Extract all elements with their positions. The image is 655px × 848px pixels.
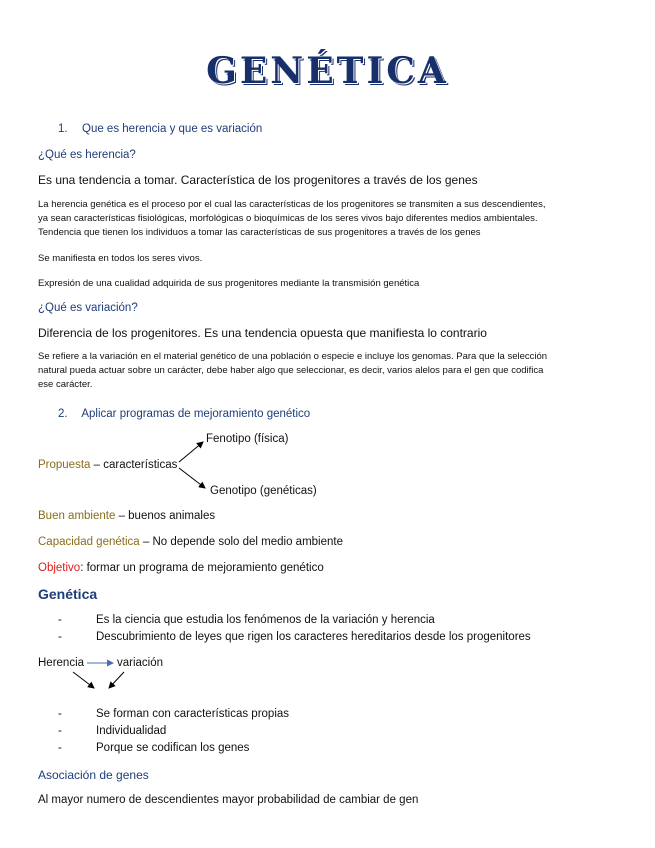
fenotipo-label: Fenotipo (física) xyxy=(206,433,289,445)
arrow-to-fenotipo xyxy=(179,442,203,462)
arrow-herencia-down xyxy=(73,672,94,688)
buen-ambiente-line xyxy=(38,510,215,522)
paragraph-variacion-line-3: ese carácter. xyxy=(38,379,93,390)
genetica-subbullet-1-text: Se forman con características propias xyxy=(96,708,290,720)
buen-ambiente-label: Buen ambiente xyxy=(38,510,116,522)
genetica-bullet-2: - Descubrimiento de leyes que rigen los caracteres hereditarios desde los progenitores xyxy=(58,631,531,643)
genetica-subbullet-2: - Individualidad xyxy=(58,725,167,737)
arrow-variacion-down xyxy=(109,672,124,688)
paragraph-variacion-line-1: Se refiere a la variación en el material genético de una población o especie e incluye los genomas. Para que la selección xyxy=(38,351,548,362)
asociacion-heading: Asociación de genes xyxy=(38,768,149,782)
genotipo-label: Genotipo (genéticas) xyxy=(210,485,317,497)
paragraph-herencia-line-1: La herencia genética es el proceso por el cual las características de los progenitores se transmiten a sus descendientes, xyxy=(38,199,546,210)
genetica-subbullet-3: - Porque se codifican los genes xyxy=(58,742,250,754)
paragraph-manifiesta: Se manifiesta en todos los seres vivos. xyxy=(38,253,203,264)
question-herencia: ¿Qué es herencia? xyxy=(38,149,136,161)
objetivo-line xyxy=(38,562,324,574)
variacion-label: variación xyxy=(117,657,164,669)
section-2-title: Aplicar programas de mejoramiento genético xyxy=(81,408,311,420)
herencia-label: Herencia xyxy=(38,657,85,669)
paragraph-variacion-line-2: natural pueda actuar sobre un carácter, debe haber algo que seleccionar, es decir, varios alelos para el gen que codifica xyxy=(38,365,544,376)
paragraph-expresion: Expresión de una cualidad adquirida de sus progenitores mediante la transmisión genética xyxy=(38,278,420,289)
question-variacion: ¿Qué es variación? xyxy=(38,302,138,314)
genetica-bullet-1: - Es la ciencia que estudia los fenómenos de la variación y herencia xyxy=(58,614,435,626)
genetica-bullet-2-text: Descubrimiento de leyes que rigen los caracteres hereditarios desde los progenitores xyxy=(96,631,531,643)
answer-herencia: Es una tendencia a tomar. Característica de los progenitores a través de los genes xyxy=(38,173,478,187)
propuesta-text: – características xyxy=(90,459,178,471)
capacidad-text: – No depende solo del medio ambiente xyxy=(139,536,343,548)
propuesta-label: Propuesta xyxy=(38,459,91,471)
genetica-subbullet-2-text: Individualidad xyxy=(96,725,167,737)
objetivo-label: Objetivo xyxy=(38,562,81,574)
genetica-heading: Genética xyxy=(38,586,98,602)
objetivo-text: : formar un programa de mejoramiento genético xyxy=(80,562,324,574)
arrow-to-genotipo xyxy=(179,468,205,488)
genetica-bullet-1-text: Es la ciencia que estudia los fenómenos de la variación y herencia xyxy=(96,614,435,626)
section-1-number: 1. xyxy=(58,123,68,135)
genetica-subbullet-3-text: Porque se codifican los genes xyxy=(96,742,250,754)
capacidad-line xyxy=(38,536,343,548)
answer-variacion: Diferencia de los progenitores. Es una tendencia opuesta que manifiesta lo contrario xyxy=(38,326,487,340)
section-2-number: 2. xyxy=(58,408,68,420)
paragraph-herencia-line-3: Tendencia que tienen los individuos a tomar las características de sus progenitores a través de los genes xyxy=(38,227,481,238)
capacidad-label: Capacidad genética xyxy=(38,536,140,548)
buen-ambiente-text: – buenos animales xyxy=(115,510,216,522)
section-1-title: Que es herencia y que es variación xyxy=(82,123,263,135)
genetica-subbullet-1: - Se forman con características propias xyxy=(58,708,290,720)
asociacion-text: Al mayor numero de descendientes mayor probabilidad de cambiar de gen xyxy=(38,794,419,806)
page-title: GENÉTICA xyxy=(206,50,449,92)
paragraph-herencia-line-2: ya sean características fisiológicas, morfológicas o bioquímicas de los seres vivos bajo diferentes medios ambientales. xyxy=(38,213,538,224)
